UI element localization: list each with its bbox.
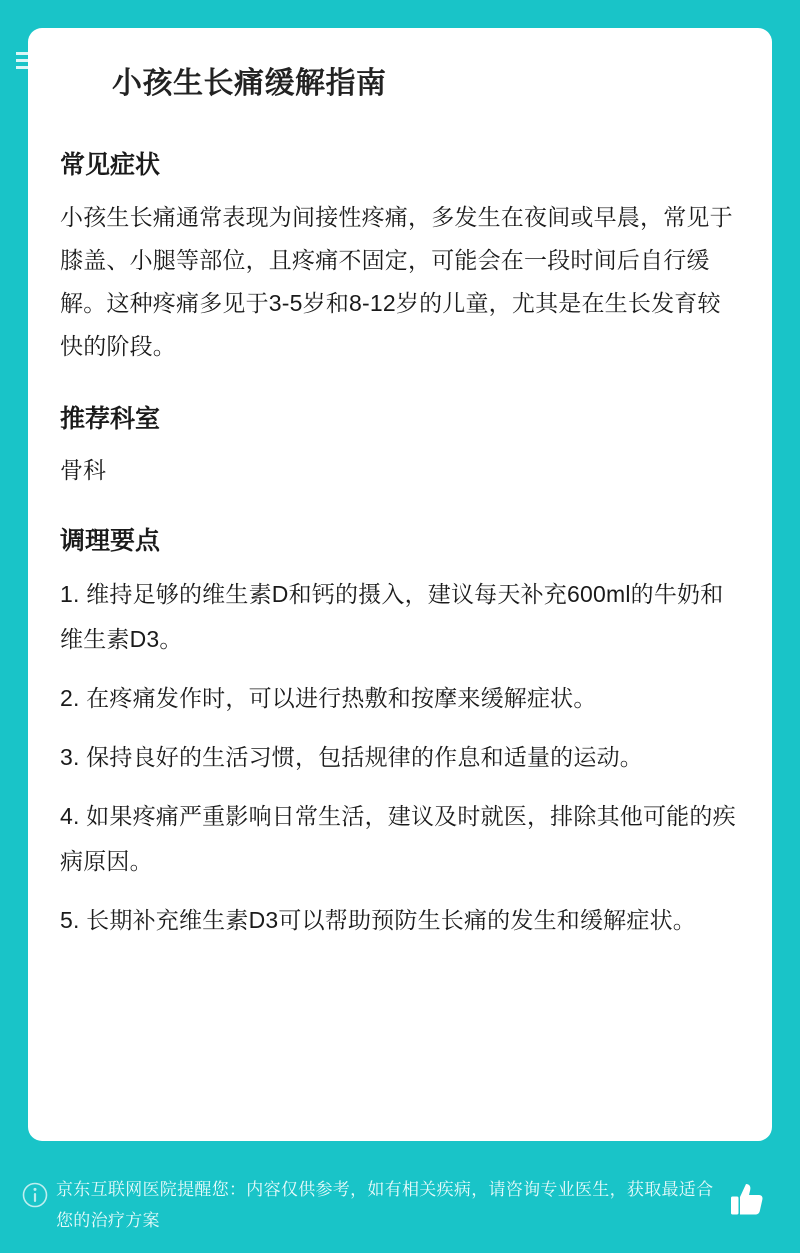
section-text-symptoms: 小孩生长痛通常表现为间接性疼痛，多发生在夜间或早晨，常见于膝盖、小腿等部位，且疼痛不固定，可能会在一段时间后自行缓解。这种疼痛多见于3-5岁和8-12岁的儿童，尤其是在生长发育较快的阶段。 xyxy=(60,204,733,359)
thumbs-up-icon[interactable] xyxy=(730,1180,764,1220)
list-item: 3. 保持良好的生活习惯，包括规律的作息和适量的运动。 xyxy=(60,744,643,770)
list-item: 4. 如果疼痛严重影响日常生活，建议及时就医，排除其他可能的疾病原因。 xyxy=(60,803,736,874)
content-card xyxy=(28,28,772,1141)
list-item: 1. 维持足够的维生素D和钙的摄入，建议每天补充600ml的牛奶和维生素D3。 xyxy=(60,581,724,652)
section-text-department: 骨科 xyxy=(60,457,106,483)
info-circle-icon xyxy=(22,1182,48,1208)
section-heading-tips: 调理要点 xyxy=(60,527,161,555)
section-heading-symptoms: 常见症状 xyxy=(60,151,161,179)
footer-disclaimer-text: 京东互联网医院提醒您：内容仅供参考，如有相关疾病，请咨询专业医生，获取最适合您的治疗方案 xyxy=(56,1180,714,1230)
list-item: 2. 在疼痛发作时，可以进行热敷和按摩来缓解症状。 xyxy=(60,685,597,711)
page-title: 小孩生长痛缓解指南 xyxy=(112,67,387,100)
section-heading-department: 推荐科室 xyxy=(60,405,161,433)
footer-disclaimer-bar xyxy=(0,1160,800,1240)
list-item: 5. 长期补充维生素D3可以帮助预防生长痛的发生和缓解症状。 xyxy=(60,907,696,933)
